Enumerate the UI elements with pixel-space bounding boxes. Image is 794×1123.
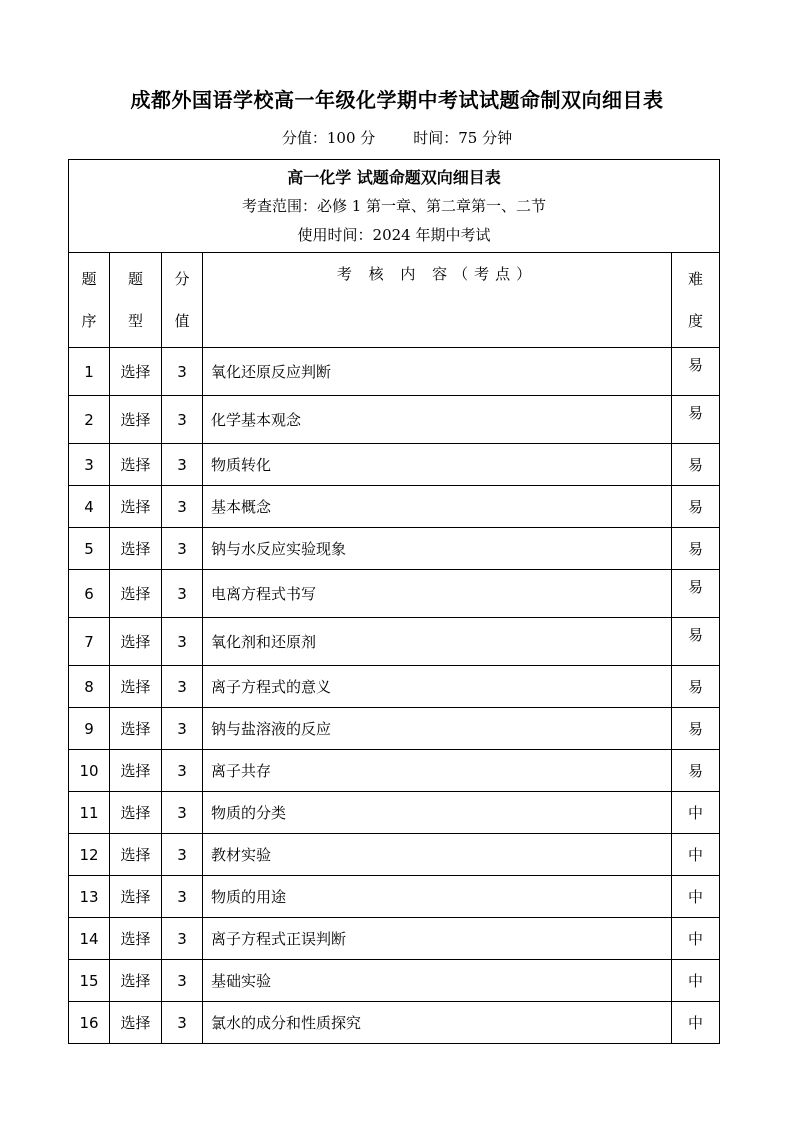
question-content-cell: 教材实验 [203, 834, 672, 876]
question-content-cell: 钠与水反应实验现象 [203, 528, 672, 570]
question-score-cell: 3 [162, 396, 203, 444]
question-content-cell: 离子共存 [203, 750, 672, 792]
question-number-cell: 14 [69, 918, 110, 960]
question-type-cell: 选择 [110, 570, 162, 618]
question-score-cell: 3 [162, 960, 203, 1002]
exam-meta [0, 127, 794, 148]
col-header-content: 考 核 内 容（考点） [203, 253, 672, 348]
table-row [69, 960, 720, 1002]
question-number-cell: 7 [69, 618, 110, 666]
col-header-score-2: 值 [174, 312, 190, 330]
col-header-index-2: 序 [81, 312, 97, 330]
question-score-cell: 3 [162, 666, 203, 708]
question-number-cell: 15 [69, 960, 110, 1002]
question-difficulty-cell: 中 [672, 876, 720, 918]
question-content-cell: 氯水的成分和性质探究 [203, 1002, 672, 1044]
question-type-cell: 选择 [110, 528, 162, 570]
question-content-cell: 物质转化 [203, 444, 672, 486]
col-header-difficulty-1: 难 [688, 270, 704, 288]
table-row [69, 1002, 720, 1044]
question-score-cell: 3 [162, 618, 203, 666]
question-score-cell: 3 [162, 570, 203, 618]
question-content-cell: 离子方程式的意义 [203, 666, 672, 708]
question-difficulty-cell: 中 [672, 1002, 720, 1044]
question-score-cell: 3 [162, 528, 203, 570]
question-type-cell: 选择 [110, 960, 162, 1002]
question-number-cell: 6 [69, 570, 110, 618]
question-number-cell: 4 [69, 486, 110, 528]
question-difficulty-cell: 易 [672, 486, 720, 528]
question-content-cell: 化学基本观念 [203, 396, 672, 444]
col-header-score [162, 253, 203, 348]
question-difficulty-cell: 中 [672, 792, 720, 834]
time-label: 时间：75 分钟 [413, 129, 513, 147]
question-difficulty-cell: 易 [672, 444, 720, 486]
table-row [69, 708, 720, 750]
question-difficulty-cell: 易 [672, 666, 720, 708]
table-header [69, 160, 720, 253]
table-row [69, 618, 720, 666]
question-content-cell: 离子方程式正误判断 [203, 918, 672, 960]
question-type-cell: 选择 [110, 618, 162, 666]
table-usage: 使用时间：2024 年期中考试 [297, 225, 491, 244]
col-header-score-1: 分 [174, 270, 190, 288]
question-content-cell: 电离方程式书写 [203, 570, 672, 618]
question-difficulty-cell: 易 [672, 348, 720, 396]
question-type-cell: 选择 [110, 486, 162, 528]
spec-table [68, 159, 720, 1044]
question-difficulty-cell: 中 [672, 834, 720, 876]
table-row [69, 918, 720, 960]
question-score-cell: 3 [162, 834, 203, 876]
question-difficulty-cell: 易 [672, 528, 720, 570]
table-row [69, 750, 720, 792]
col-header-type-2: 型 [127, 312, 143, 330]
question-number-cell: 2 [69, 396, 110, 444]
question-type-cell: 选择 [110, 1002, 162, 1044]
question-score-cell: 3 [162, 486, 203, 528]
question-difficulty-cell: 易 [672, 570, 720, 618]
question-number-cell: 1 [69, 348, 110, 396]
question-content-cell: 氧化剂和还原剂 [203, 618, 672, 666]
question-score-cell: 3 [162, 792, 203, 834]
question-content-cell: 基础实验 [203, 960, 672, 1002]
question-score-cell: 3 [162, 876, 203, 918]
table-row [69, 570, 720, 618]
document-title: 成都外国语学校高一年级化学期中考试试题命制双向细目表 [130, 88, 664, 112]
col-header-difficulty-2: 度 [688, 312, 704, 330]
table-row [69, 834, 720, 876]
table-row [69, 486, 720, 528]
question-content-cell: 钠与盐溶液的反应 [203, 708, 672, 750]
question-type-cell: 选择 [110, 348, 162, 396]
question-type-cell: 选择 [110, 444, 162, 486]
question-type-cell: 选择 [110, 792, 162, 834]
question-score-cell: 3 [162, 348, 203, 396]
question-difficulty-cell: 中 [672, 960, 720, 1002]
question-difficulty-cell: 易 [672, 396, 720, 444]
col-header-type [110, 253, 162, 348]
question-content-cell: 物质的用途 [203, 876, 672, 918]
question-number-cell: 3 [69, 444, 110, 486]
table-row [69, 396, 720, 444]
table-row [69, 348, 720, 396]
question-difficulty-cell: 中 [672, 918, 720, 960]
question-content-cell: 物质的分类 [203, 792, 672, 834]
table-row [69, 792, 720, 834]
table-row [69, 876, 720, 918]
score-label: 分值：100 分 [281, 129, 376, 147]
table-row [69, 528, 720, 570]
table-header-row [69, 160, 720, 253]
col-header-difficulty [672, 253, 720, 348]
table-title: 高一化学 试题命题双向细目表 [287, 167, 501, 187]
question-number-cell: 8 [69, 666, 110, 708]
question-number-cell: 5 [69, 528, 110, 570]
question-content-cell: 基本概念 [203, 486, 672, 528]
question-number-cell: 13 [69, 876, 110, 918]
question-type-cell: 选择 [110, 834, 162, 876]
question-type-cell: 选择 [110, 876, 162, 918]
question-type-cell: 选择 [110, 396, 162, 444]
question-type-cell: 选择 [110, 666, 162, 708]
column-header-row [69, 253, 720, 348]
table-row [69, 666, 720, 708]
question-number-cell: 10 [69, 750, 110, 792]
question-number-cell: 9 [69, 708, 110, 750]
question-number-cell: 12 [69, 834, 110, 876]
question-score-cell: 3 [162, 708, 203, 750]
table-row [69, 444, 720, 486]
question-difficulty-cell: 易 [672, 618, 720, 666]
question-score-cell: 3 [162, 750, 203, 792]
question-difficulty-cell: 易 [672, 708, 720, 750]
question-type-cell: 选择 [110, 918, 162, 960]
question-type-cell: 选择 [110, 750, 162, 792]
col-header-index-1: 题 [81, 270, 97, 288]
question-number-cell: 16 [69, 1002, 110, 1044]
col-header-type-1: 题 [127, 270, 143, 288]
question-type-cell: 选择 [110, 708, 162, 750]
question-difficulty-cell: 易 [672, 750, 720, 792]
question-score-cell: 3 [162, 1002, 203, 1044]
question-score-cell: 3 [162, 918, 203, 960]
col-header-index [69, 253, 110, 348]
table-scope: 考查范围：必修 1 第一章、第二章第一、二节 [241, 196, 547, 215]
question-number-cell: 11 [69, 792, 110, 834]
question-content-cell: 氧化还原反应判断 [203, 348, 672, 396]
question-score-cell: 3 [162, 444, 203, 486]
